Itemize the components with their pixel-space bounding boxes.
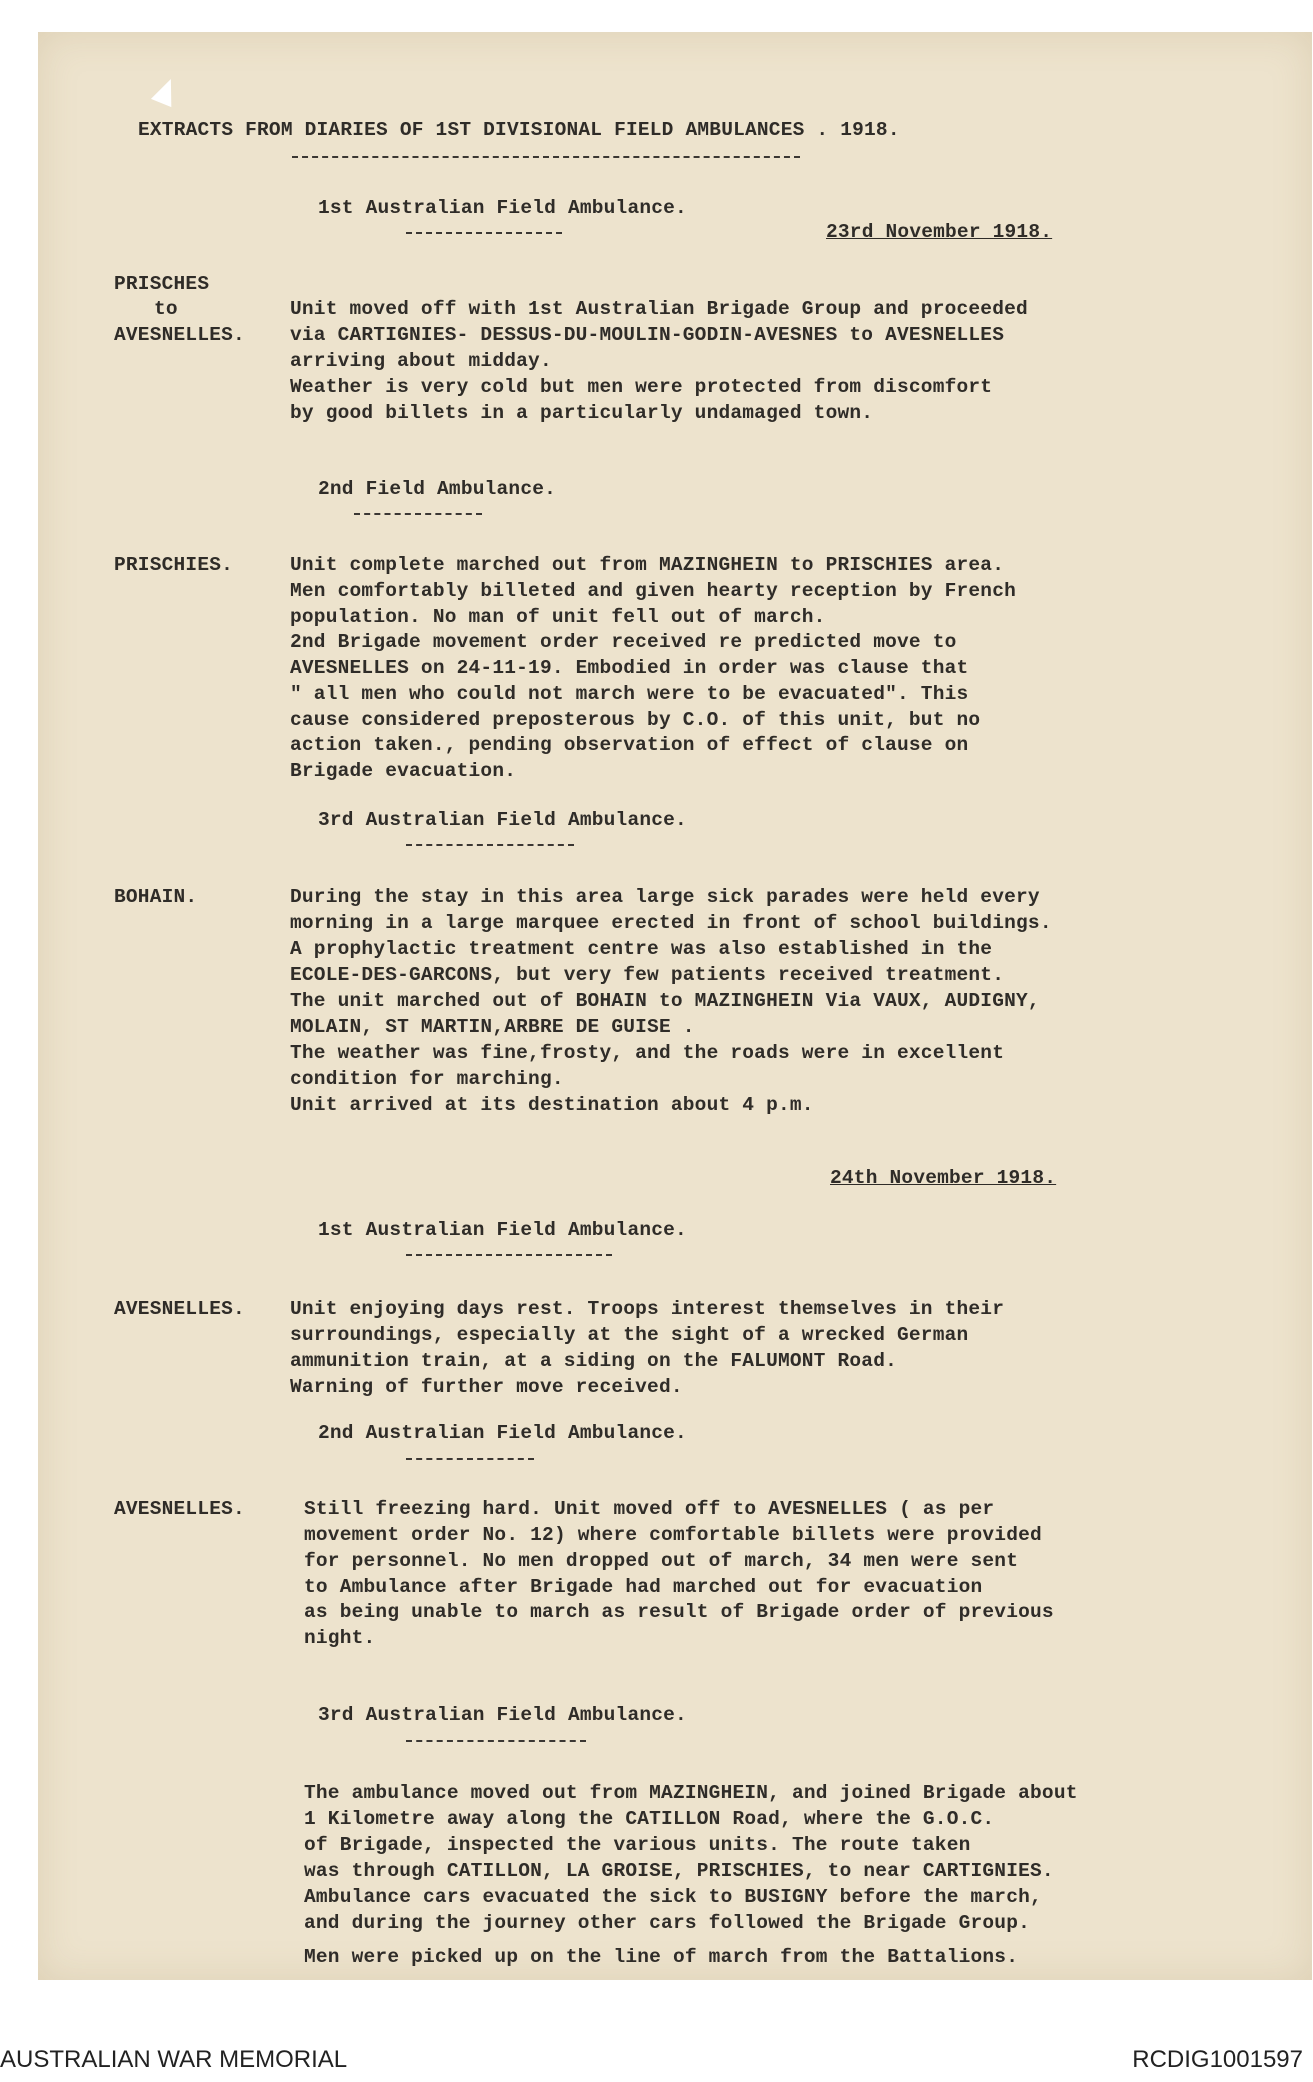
entry-line: night. (304, 1627, 376, 1649)
place-label: to (154, 298, 178, 320)
entry-line: cause considered preposterous by C.O. of this unit, but no (290, 709, 981, 731)
entry-line: " all men who could not march were to be evacuated". This (290, 683, 969, 705)
entry-line: Men were picked up on the line of march from the Battalions. (304, 1946, 1019, 1968)
entry-line: 1 Kilometre away along the CATILLON Road, where the G.O.C. (304, 1808, 995, 1830)
entry-line: morning in a large marquee erected in front of school buildings. (290, 912, 1052, 934)
heading-underline (406, 1458, 534, 1460)
entry-line: A prophylactic treatment centre was also established in the (290, 938, 993, 960)
place-label: PRISCHIES. (114, 554, 234, 576)
entry-line: was through CATILLON, LA GROISE, PRISCHIES, to near CARTIGNIES. (304, 1860, 1054, 1882)
footer-source: AUSTRALIAN WAR MEMORIAL (0, 2046, 348, 2073)
entry-line: Unit complete marched out from MAZINGHEIN to PRISCHIES area. (290, 554, 1005, 576)
entry-line: ammunition train, at a siding on the FALUMONT Road. (290, 1350, 897, 1372)
entry-line: Warning of further move received. (290, 1376, 683, 1398)
entry-line: Ambulance cars evacuated the sick to BUSIGNY before the march, (304, 1886, 1042, 1908)
heading-underline (354, 513, 482, 515)
heading-underline (406, 232, 562, 234)
place-label: AVESNELLES. (114, 1498, 245, 1520)
entry-line: 2nd Brigade movement order received re predicted move to (290, 631, 957, 653)
section-heading: 3rd Australian Field Ambulance. (318, 1704, 687, 1726)
entry-line: The ambulance moved out from MAZINGHEIN, and joined Brigade about (304, 1782, 1078, 1804)
entry-line: via CARTIGNIES- DESSUS-DU-MOULIN-GODIN-AVESNES to AVESNELLES (290, 324, 1005, 346)
entry-line: by good billets in a particularly undamaged town. (290, 402, 874, 424)
entry-line: The unit marched out of BOHAIN to MAZINGHEIN Via VAUX, AUDIGNY, (290, 990, 1040, 1012)
section-heading: 1st Australian Field Ambulance. (318, 1219, 687, 1241)
place-label: BOHAIN. (114, 886, 198, 908)
document-title: EXTRACTS FROM DIARIES OF 1ST DIVISIONAL FIELD AMBULANCES . 1918. (138, 119, 900, 141)
heading-underline (406, 1740, 586, 1742)
entry-line: to Ambulance after Brigade had marched out for evacuation (304, 1576, 983, 1598)
entry-line: of Brigade, inspected the various units. The route taken (304, 1834, 971, 1856)
section-heading: 2nd Australian Field Ambulance. (318, 1422, 687, 1444)
entry-line: Men comfortably billeted and given hearty reception by French (290, 580, 1017, 602)
entry-line: The weather was fine,frosty, and the roads were in excellent (290, 1042, 1005, 1064)
entry-line: During the stay in this area large sick parades were held every (290, 886, 1040, 908)
entry-line: condition for marching. (290, 1068, 564, 1090)
entry-line: Unit moved off with 1st Australian Brigade Group and proceeded (290, 298, 1028, 320)
section-heading: 2nd Field Ambulance. (318, 478, 557, 500)
diary-date: 24th November 1918. (830, 1167, 1057, 1189)
entry-line: and during the journey other cars followed the Brigade Group. (304, 1912, 1031, 1934)
entry-line: Unit arrived at its destination about 4 p.m. (290, 1094, 814, 1116)
heading-underline (406, 844, 574, 846)
entry-line: Unit enjoying days rest. Troops interest themselves in their (290, 1298, 1005, 1320)
place-label: AVESNELLES. (114, 1298, 245, 1320)
entry-line: MOLAIN, ST MARTIN,ARBRE DE GUISE . (290, 1016, 695, 1038)
place-label: PRISCHES (114, 273, 210, 295)
entry-line: surroundings, especially at the sight of a wrecked German (290, 1324, 969, 1346)
entry-line: ECOLE-DES-GARCONS, but very few patients received treatment. (290, 964, 1005, 986)
diary-date: 23rd November 1918. (826, 221, 1053, 243)
entry-line: action taken., pending observation of effect of clause on (290, 734, 969, 756)
entry-line: Still freezing hard. Unit moved off to AVESNELLES ( as per (304, 1498, 995, 1520)
section-heading: 3rd Australian Field Ambulance. (318, 809, 687, 831)
entry-line: Brigade evacuation. (290, 760, 517, 782)
entry-line: population. No man of unit fell out of march. (290, 606, 826, 628)
entry-line: for personnel. No men dropped out of march, 34 men were sent (304, 1550, 1019, 1572)
heading-underline (406, 1254, 612, 1256)
entry-line: Weather is very cold but men were protected from discomfort (290, 376, 993, 398)
entry-line: arriving about midday. (290, 350, 552, 372)
section-heading: 1st Australian Field Ambulance. (318, 197, 687, 219)
entry-line: AVESNELLES on 24-11-19. Embodied in order was clause that (290, 657, 969, 679)
place-label: AVESNELLES. (114, 324, 245, 346)
entry-line: as being unable to march as result of Brigade order of previous (304, 1601, 1054, 1623)
title-underline (292, 156, 800, 158)
footer-identifier: RCDIG1001597 (1132, 2046, 1303, 2073)
entry-line: movement order No. 12) where comfortable billets were provided (304, 1524, 1042, 1546)
